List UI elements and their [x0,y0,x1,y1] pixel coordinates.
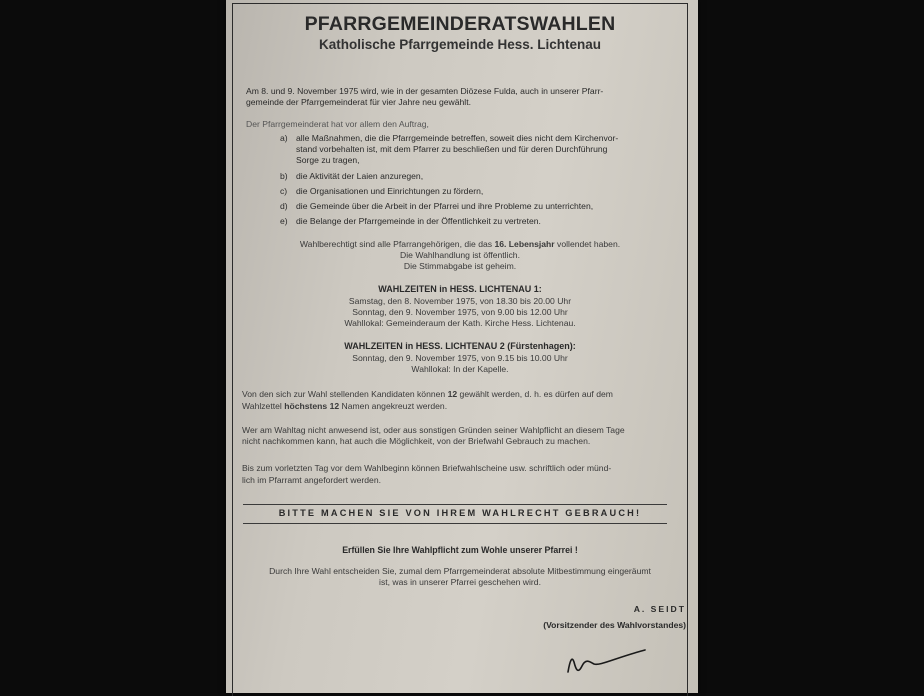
document-subtitle: Katholische Pfarrgemeinde Hess. Lichtenau [318,37,602,52]
call-rule-bottom [243,523,667,524]
signer-name: A. SEIDT [633,604,686,614]
task-a-label: a) [280,133,288,143]
schedule1-heading: WAHLZEITEN in HESS. LICHTENAU 1: [378,284,542,294]
call-rule-top [243,504,667,505]
signer-role: (Vorsitzender des Wahlvorstandes) [543,620,686,630]
closing-line-2: ist, was in unserer Pfarrei geschehen wird. [379,577,541,587]
mandate-intro: Der Pfarrgemeinderat hat vor allem den Auftrag, [246,119,429,129]
document-title: PFARRGEMEINDERATSWAHLEN [304,13,616,35]
postal-line-2: nicht nachkommen kann, hat auch die Möglichkeit, von der Briefwahl Gebrauch zu machen. [242,436,591,446]
task-c-text: die Organisationen und Einrichtungen zu fördern, [296,186,484,196]
schedule2-heading: WAHLZEITEN in HESS. LICHTENAU 2 (Fürstenhagen): [344,341,576,351]
task-b-label: b) [280,171,288,181]
duty-line: Erfüllen Sie Ihre Wahlpflicht zum Wohle unserer Pfarrei ! [342,545,578,555]
closing-line-1: Durch Ihre Wahl entscheiden Sie, zumal dem Pfarrgemeinderat absolute Mitbestimmung eingeräumt [269,566,651,576]
task-d-text: die Gemeinde über die Arbeit in der Pfarrei und ihre Probleme zu unterrichten, [296,201,594,211]
task-e-label: e) [280,216,288,226]
task-a-line-3: Sorge zu tragen, [296,155,360,165]
candidates-line-1: Von den sich zur Wahl stellenden Kandidaten können 12 gewählt werden, d. h. es dürfen auf dem [242,389,613,399]
request-line-2: lich im Pfarramt angefordert werden. [242,475,381,485]
eligibility-line-3: Die Stimmabgabe ist geheim. [403,261,517,271]
handwritten-signature [560,640,650,680]
task-a-line-1: alle Maßnahmen, die die Pfarrgemeinde betreffen, soweit dies nicht dem Kirchenvor- [296,133,619,143]
schedule2-line-1: Sonntag, den 9. November 1975, von 9.15 bis 10.00 Uhr [352,353,568,363]
task-b-text: die Aktivität der Laien anzuregen, [296,171,424,181]
task-a-line-2: stand vorbehalten ist, mit dem Pfarrer zu beschließen und für deren Durchführung [296,144,608,154]
eligibility-line-2: Die Wahlhandlung ist öffentlich. [400,250,520,260]
call-to-action: BITTE MACHEN SIE VON IHREM WAHLRECHT GEBRAUCH! [278,508,642,518]
request-line-1: Bis zum vorletzten Tag vor dem Wahlbeginn können Briefwahlscheine usw. schriftlich oder münd- [242,463,612,473]
eligibility-line-1: Wahlberechtigt sind alle Pfarrangehörigen, die das 16. Lebensjahr vollendet haben. [299,239,621,249]
candidates-line-2: Wahlzettel höchstens 12 Namen angekreuzt werden. [242,401,448,411]
task-e-text: die Belange der Pfarrgemeinde in der Öffentlichkeit zu vertreten. [296,216,541,226]
schedule2-line-2: Wahllokal: In der Kapelle. [411,364,509,374]
task-d-label: d) [280,201,288,211]
task-c-label: c) [280,186,288,196]
postal-line-1: Wer am Wahltag nicht anwesend ist, oder aus sonstigen Gründen seiner Wahlpflicht an diesem Tage [242,425,625,435]
schedule1-line-2: Sonntag, den 9. November 1975, von 9.00 bis 12.00 Uhr [352,307,568,317]
schedule1-line-1: Samstag, den 8. November 1975, von 18.30 bis 20.00 Uhr [348,296,572,306]
intro-line-1: Am 8. und 9. November 1975 wird, wie in der gesamten Diözese Fulda, auch in unserer Pfarr- [246,86,604,96]
schedule1-line-3: Wahllokal: Gemeinderaum der Kath. Kirche Hess. Lichtenau. [344,318,576,328]
intro-line-2: gemeinde der Pfarrgemeinderat für vier Jahre neu gewählt. [246,97,471,107]
